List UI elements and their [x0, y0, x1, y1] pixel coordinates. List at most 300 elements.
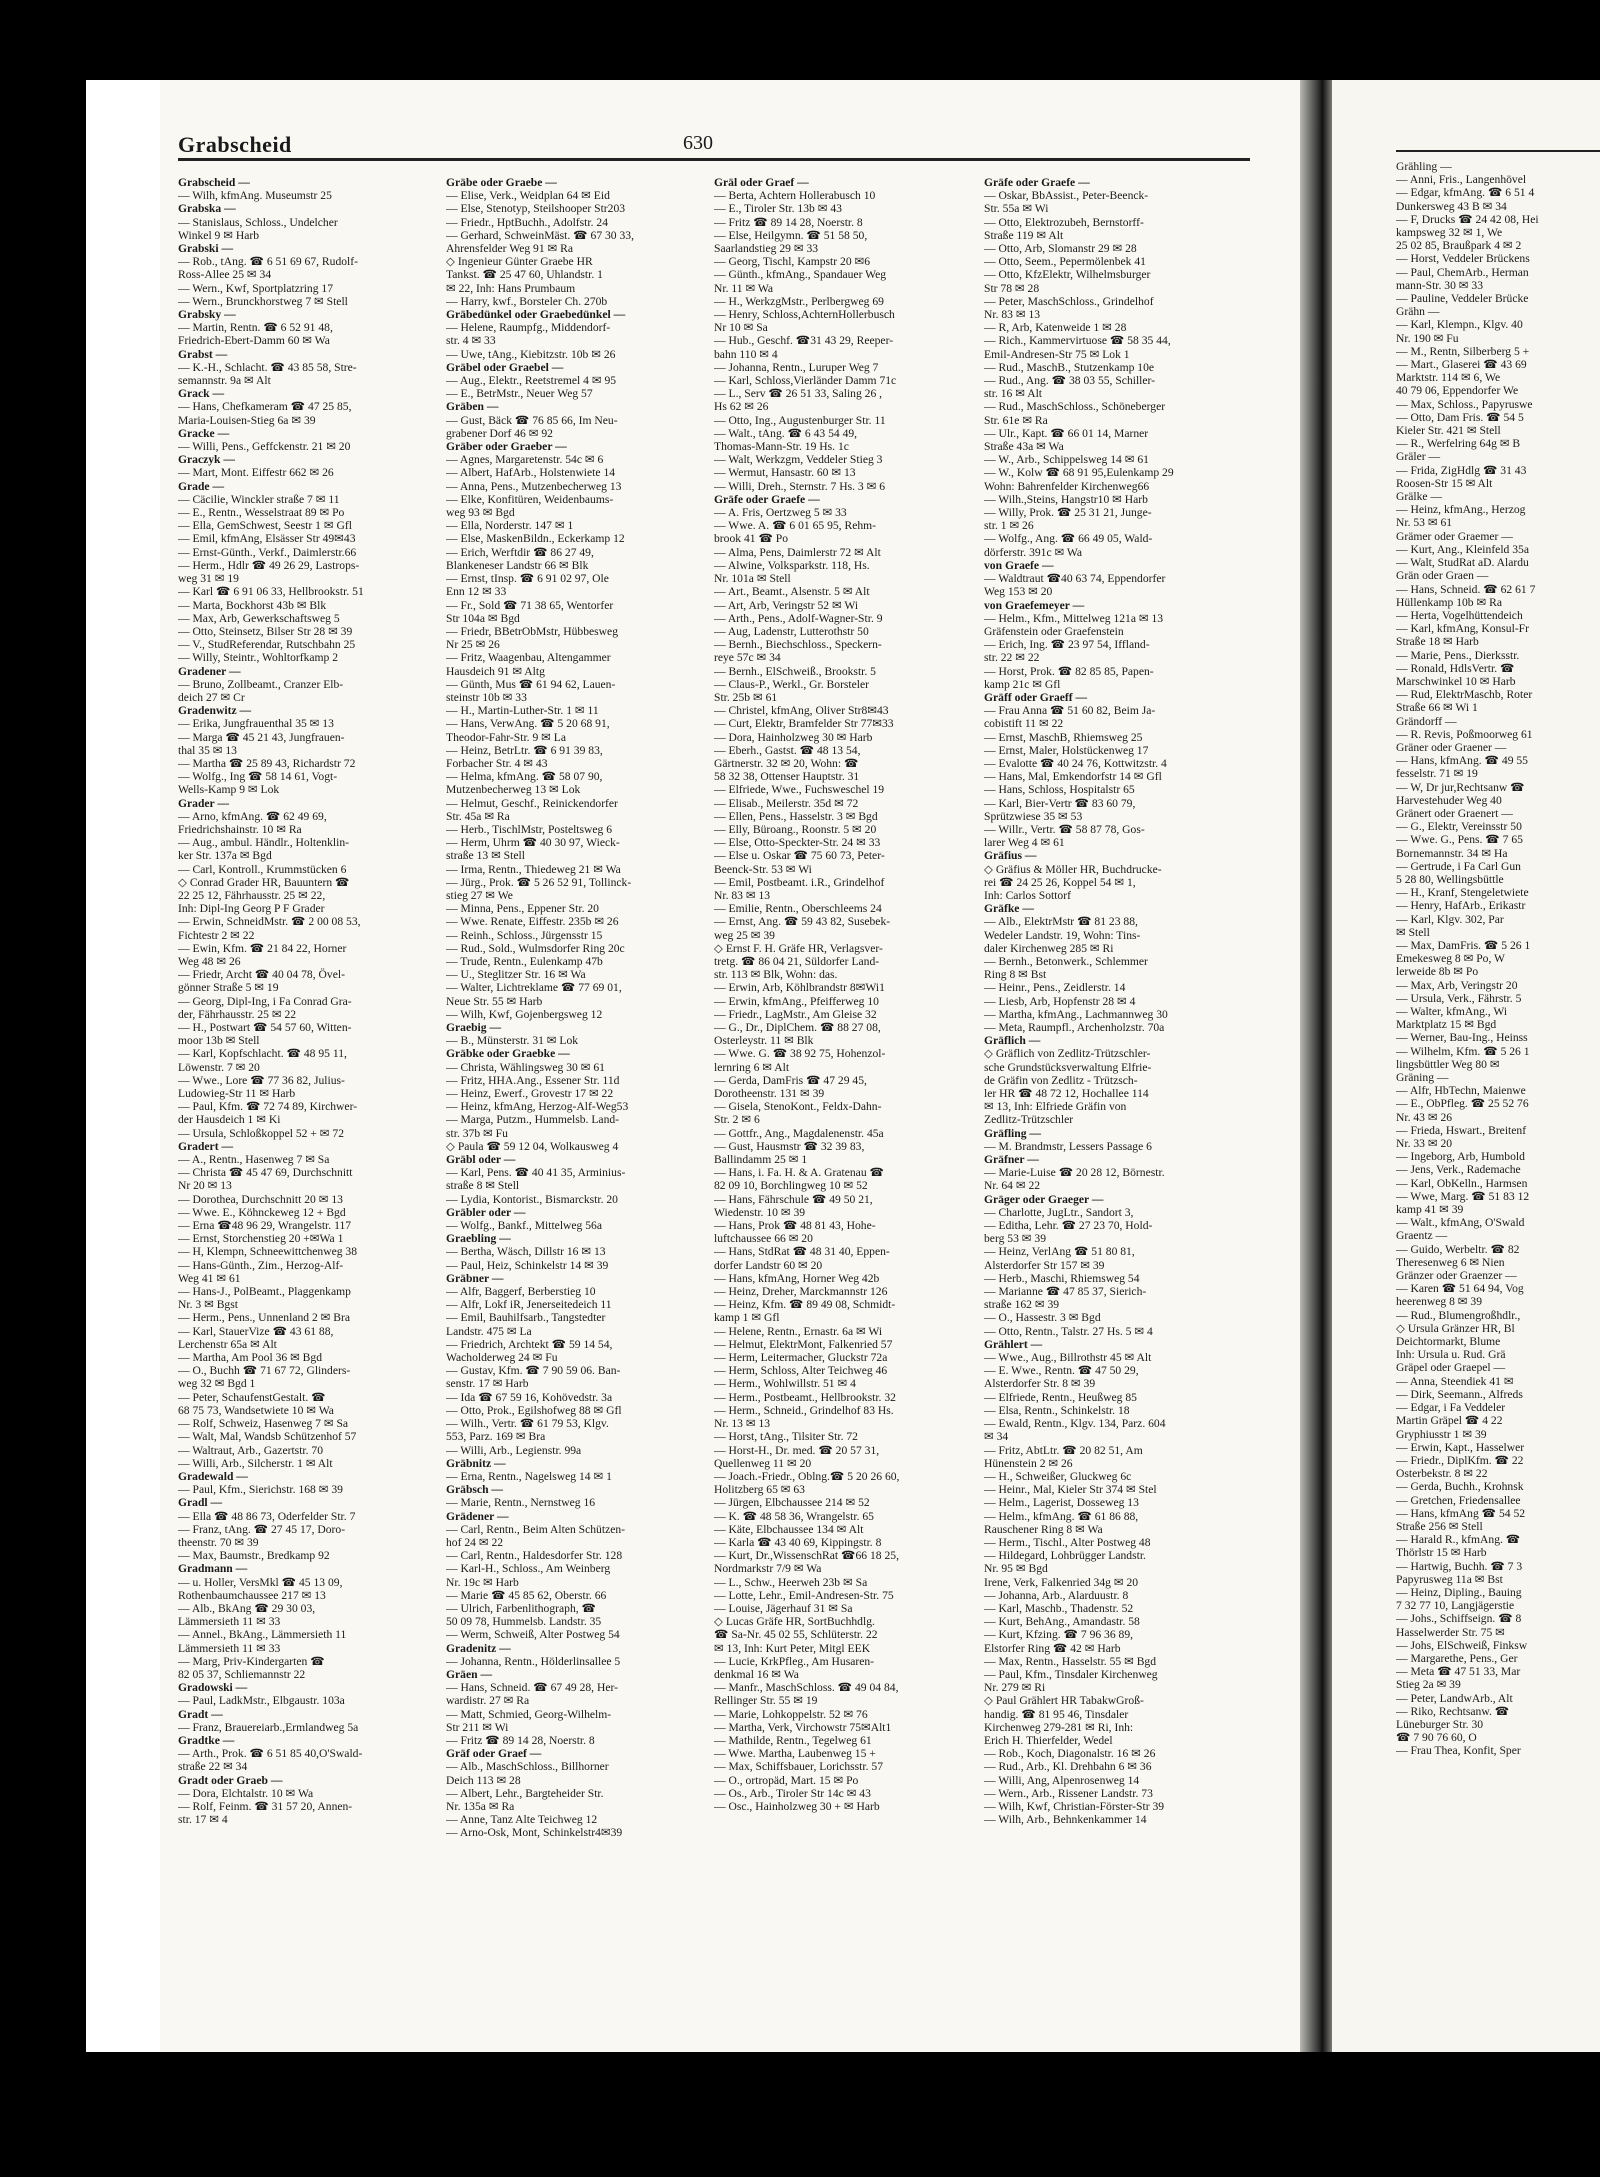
directory-column-4 — [984, 176, 1250, 2036]
directory-entry: — Willy, Steintr., Wohltorfkamp 2 — [178, 651, 339, 665]
directory-entry: — Hans-J., PolBeamt., Plaggenkamp — [178, 1285, 351, 1299]
directory-entry: kamp 21c ✉ Gfl — [984, 677, 1061, 691]
directory-entry: ker Str. 137a ✉ Bgd — [178, 849, 272, 863]
directory-entry: — Wwe. E., Köhnckeweg 12 + Bgd — [178, 1205, 346, 1219]
directory-entry: — Bruno, Zollbeamt., Cranzer Elb- — [178, 677, 344, 691]
directory-entry: — K. ☎ 48 58 36, Wrangelstr. 65 — [714, 1509, 874, 1523]
directory-entry: 22 25 12, Fährhausstr. 25 ✉ 22, — [178, 888, 326, 902]
directory-entry: Marktstr. 114 ✉ 6, We — [1396, 371, 1501, 385]
directory-entry: dorfer Landstr 60 ✉ 20 — [714, 1258, 823, 1272]
directory-entry: — Ernst, MaschB, Rhiemsweg 25 — [984, 730, 1143, 744]
directory-entry: — Helmut, ElektrMont, Falkenried 57 — [714, 1337, 893, 1351]
directory-entry: — E. Wwe., Rentn. ☎ 47 50 29, — [984, 1364, 1139, 1378]
directory-entry: — Heinr., Mal, Kieler Str 374 ✉ Stel — [984, 1483, 1157, 1497]
directory-entry: Gracke — — [178, 426, 230, 440]
directory-entry: — Paul, Kfm. ☎ 72 74 89, Kirchwer- — [178, 1100, 358, 1114]
directory-entry: Straße 66 ✉ Wi 1 — [1396, 701, 1478, 715]
directory-entry: ✉ 22, Inh: Hans Prumbaum — [446, 281, 576, 295]
directory-entry: Maria-Louisen-Stieg 6a ✉ 39 — [178, 413, 316, 427]
directory-entry: Winkel 9 ✉ Harb — [178, 228, 260, 242]
directory-entry: straße 162 ✉ 39 — [984, 1298, 1060, 1312]
directory-entry: — Otto, Steinsetz, Bilser Str 28 ✉ 39 — [178, 624, 353, 638]
directory-entry: — E., Rentn., Wesselstraat 89 ✉ Po — [178, 506, 345, 520]
directory-entry: — Kurt, Dr.,WissenschRat ☎66 18 25, — [714, 1549, 899, 1563]
directory-entry: Gradenitz — — [446, 1641, 511, 1655]
directory-entry: Gräfke — — [984, 902, 1034, 916]
directory-entry: — Gottfr., Ang., Magdalenenstr. 45a — [714, 1126, 884, 1140]
directory-entry: — Fritz, HHA.Ang., Essener Str. 11d — [446, 1073, 620, 1087]
directory-entry: — Pauline, Veddeler Brücke — [1396, 292, 1529, 306]
directory-entry: Forbacher Str. 4 ✉ 43 — [446, 756, 548, 770]
directory-entry: Straße 18 ✉ Harb — [1396, 635, 1479, 649]
directory-entry: — Alb., ElektrMstr ☎ 81 23 88, — [984, 915, 1138, 929]
directory-entry: bahn 110 ✉ 4 — [714, 347, 778, 361]
directory-entry: ◇ Gräfius & Möller HR, Buchdrucke- — [984, 862, 1162, 876]
directory-entry: — Helm., kfmAng. ☎ 61 86 88, — [984, 1509, 1139, 1523]
directory-entry: — Osc., Hainholzweg 30 + ✉ Harb — [714, 1799, 880, 1813]
directory-entry: — Dorothea, Durchschnitt 20 ✉ 13 — [178, 1192, 343, 1206]
directory-entry: Gräfner — — [984, 1153, 1039, 1167]
directory-entry: — Herm., Postbeamt., Hellbrookstr. 32 — [714, 1390, 896, 1404]
directory-entry: Fichtestr 2 ✉ 22 — [178, 928, 255, 942]
directory-entry: Str. 2 ✉ 6 — [714, 1113, 760, 1127]
directory-entry: — Gretchen, Friedensallee — [1396, 1493, 1521, 1507]
directory-entry: — Edgar, i Fa Veddeler — [1396, 1401, 1506, 1415]
directory-entry: — Elise, Verk., Weidplan 64 ✉ Eid — [446, 189, 610, 203]
directory-entry: — Waltraut, Arb., Gazertstr. 70 — [178, 1443, 324, 1457]
directory-entry: Gräbe oder Graebe — — [446, 176, 557, 189]
directory-entry: Stieg 2a ✉ 39 — [1396, 1678, 1461, 1692]
directory-entry: semannstr. 9a ✉ Alt — [178, 374, 271, 388]
directory-entry: Ahrensfelder Weg 91 ✉ Ra — [446, 242, 574, 256]
directory-entry: weg 25 ✉ 39 — [714, 928, 775, 942]
directory-entry: Nr. 190 ✉ Fu — [1396, 331, 1459, 345]
directory-entry: Gryphiusstr 1 ✉ 39 — [1396, 1427, 1487, 1441]
directory-entry: — Peter, SchaufenstGestalt. ☎ — [178, 1390, 326, 1404]
directory-entry: — Peter, MaschSchloss., Grindelhof — [984, 294, 1154, 308]
directory-entry: ◇ Ernst F. H. Gräfe HR, Verlagsver- — [714, 941, 883, 955]
directory-entry: 68 75 73, Wandsetwiete 10 ✉ Wa — [178, 1403, 334, 1417]
directory-entry: Landstr. 475 ✉ La — [446, 1324, 532, 1338]
directory-entry: — Harry, kwf., Borsteler Ch. 270b — [446, 294, 608, 308]
directory-entry: — Elke, Konfitüren, Weidenbaums- — [446, 492, 614, 506]
directory-entry: str. 16 ✉ Alt — [984, 387, 1043, 401]
directory-entry: Nr 25 ✉ 26 — [446, 638, 500, 652]
directory-entry: Gradt oder Graeb — — [178, 1773, 283, 1787]
directory-entry: str. 4 ✉ 33 — [446, 334, 496, 348]
directory-entry: — Herm., Tischl., Alter Postweg 48 — [984, 1535, 1151, 1549]
directory-entry: — Gisela, StenoKont., Feldx-Dahn- — [714, 1100, 882, 1114]
directory-entry: — Riko, Rechtsanw. ☎ — [1396, 1704, 1510, 1718]
directory-entry: larer Weg 4 ✉ 61 — [984, 836, 1065, 850]
directory-entry: — Emilie, Rentn., Oberschleems 24 — [714, 902, 882, 916]
directory-entry: ✉ 13, Inh: Elfriede Gräfin von — [984, 1100, 1127, 1114]
directory-entry: — Liesb, Arb, Hopfenstr 28 ✉ 4 — [984, 994, 1136, 1008]
directory-entry: Gradt — — [178, 1707, 223, 1721]
directory-entry: — Wern., Arb., Rissener Landstr. 73 — [984, 1786, 1153, 1800]
directory-entry: der Hausdeich 1 ✉ Ki — [178, 1113, 281, 1127]
directory-entry: — Karl, ObKelln., Harmsen — [1396, 1176, 1528, 1190]
directory-entry: — Otto, Prok., Egilshofweg 88 ✉ Gfl — [446, 1403, 622, 1417]
directory-entry: Gräbel oder Graebel — — [446, 360, 564, 374]
directory-entry: — Horst, Prok. ☎ 82 85 85, Papen- — [984, 664, 1154, 678]
directory-entry: — Johanna, Rentn., Hölderlinsallee 5 — [446, 1654, 621, 1668]
directory-entry: — Fritz, Waagenbau, Altengammer — [446, 651, 611, 665]
directory-entry: Weg 153 ✉ 20 — [984, 585, 1053, 599]
directory-entry: — Carl, Rentn., Beim Alten Schützen- — [446, 1522, 626, 1536]
directory-entry: ✉ 34 — [984, 1430, 1009, 1444]
directory-entry: — Alfr, HbTechn, Maienwe — [1396, 1084, 1526, 1098]
directory-entry: — Hans, Prok ☎ 48 81 43, Hohe- — [714, 1219, 876, 1233]
directory-entry: — Jens, Verk., Rademache — [1396, 1163, 1521, 1177]
directory-entry: — Friedr, Archt ☎ 40 04 78, Övel- — [178, 968, 345, 982]
directory-entry: — W, Dr jur,Rechtsanw ☎ — [1396, 780, 1525, 794]
directory-entry: — U., Steglitzer Str. 16 ✉ Wa — [446, 968, 586, 982]
page-header — [178, 130, 1250, 160]
directory-entry: — Joach.-Friedr., Oblng.☎ 5 20 26 60, — [714, 1469, 900, 1483]
directory-entry: Friedrich-Ebert-Damm 60 ✉ Wa — [178, 334, 330, 348]
directory-entry: Gräbler oder — — [446, 1205, 526, 1219]
directory-entry: — Wwe., Aug., Billrothstr 45 ✉ Alt — [984, 1351, 1152, 1365]
directory-entry: 40 79 06, Eppendorfer We — [1396, 384, 1519, 398]
directory-entry: moor 13b ✉ Stell — [178, 1034, 260, 1048]
directory-entry: — Waldtraut ☎40 63 74, Eppendorfer — [984, 572, 1166, 586]
directory-entry: mann-Str. 30 ✉ 33 — [1396, 278, 1484, 292]
directory-entry: — H, Klempn, Schneewittchenweg 38 — [178, 1245, 358, 1259]
right-page-column — [1396, 160, 1600, 2040]
directory-entry: ◇ Gräflich von Zedlitz-Trützschler- — [984, 1047, 1151, 1061]
directory-entry: straße 8 ✉ Stell — [446, 1179, 520, 1193]
directory-entry: Wacholderweg 24 ✉ Fu — [446, 1351, 558, 1365]
directory-entry: — Elly, Büroang., Roonstr. 5 ✉ 20 — [714, 822, 877, 836]
directory-entry: — Wermut, Hansastr. 60 ✉ 13 — [714, 466, 856, 480]
directory-entry: — Bernh., ElSchweiß., Brookstr. 5 — [714, 664, 876, 678]
directory-entry: — L., Serv ☎ 26 51 33, Saling 26 , — [714, 387, 883, 401]
directory-entry: — Paul, Heiz, Schinkelstr 14 ✉ 39 — [446, 1258, 609, 1272]
directory-entry: Wells-Kamp 9 ✉ Lok — [178, 783, 280, 797]
directory-entry: — Bertha, Wäsch, Dillstr 16 ✉ 13 — [446, 1245, 606, 1259]
directory-entry: Kieler Str. 421 ✉ Stell — [1396, 424, 1501, 438]
directory-entry: — Alb., MaschSchloss., Billhorner — [446, 1760, 609, 1774]
directory-entry: — Guido, Werbeltr. ☎ 82 — [1396, 1242, 1520, 1256]
directory-entry: Gräbl oder — — [446, 1153, 516, 1167]
directory-entry: — Kurt, Kfzing. ☎ 7 96 36 89, — [984, 1628, 1134, 1642]
directory-entry: — Günth., kfmAng., Spandauer Weg — [714, 268, 887, 282]
right-page-header-rule — [1396, 150, 1600, 152]
directory-entry: — Heinz, VerlAng ☎ 51 80 81, — [984, 1245, 1135, 1259]
directory-entry: Gränzer oder Graenzer — — [1396, 1269, 1517, 1283]
directory-entry: ◇ Paula ☎ 59 12 04, Wolkausweg 4 — [446, 1139, 619, 1153]
directory-entry: — Johs., Schiffseign. ☎ 8 — [1396, 1612, 1522, 1626]
directory-entry: — Harald R., kfmAng. ☎ — [1396, 1533, 1521, 1547]
directory-entry: Rauschener Ring 8 ✉ Wa — [984, 1522, 1103, 1536]
directory-entry: — Kurt, Ang., Kleinfeld 35a — [1396, 542, 1529, 556]
directory-entry: ◇ Lucas Gräfe HR, SortBuchhdlg. — [714, 1615, 875, 1629]
directory-entry: Gräpel oder Graepel — — [1396, 1361, 1506, 1375]
scan-border-top — [0, 0, 1600, 80]
directory-entry: — Karl, Schloss,Vierländer Damm 71c — [714, 374, 897, 388]
directory-entry: — Alb., BkAng ☎ 29 30 03, — [178, 1601, 316, 1615]
directory-entry: Str. 55a ✉ Wi — [984, 202, 1049, 216]
directory-entry: — H., Postwart ☎ 54 57 60, Witten- — [178, 1021, 352, 1034]
directory-entry: — Erwin, kfmAng., Pfeifferweg 10 — [714, 994, 879, 1008]
directory-entry: — Meta ☎ 47 51 33, Mar — [1396, 1665, 1521, 1679]
directory-entry: steinstr 10b ✉ 33 — [446, 690, 527, 704]
directory-entry: — Heinz, kfmAng, Herzog-Alf-Weg53 — [446, 1100, 629, 1114]
directory-entry: Hasselwerder Str. 75 ✉ — [1396, 1625, 1505, 1639]
directory-entry: — u. Holler, VersMkl ☎ 45 13 09, — [178, 1575, 343, 1589]
directory-entry: — Karen ☎ 51 64 94, Vog — [1396, 1282, 1524, 1296]
directory-entry: — Claus-P., Werkl., Gr. Borsteler — [714, 677, 870, 691]
directory-entry: ler HR ☎ 48 72 12, Hochallee 114 — [984, 1087, 1149, 1101]
directory-entry: — W., Arb., Schippelsweg 14 ✉ 61 — [984, 453, 1149, 467]
directory-entry: — Frau Anna ☎ 51 60 82, Beim Ja- — [984, 704, 1156, 718]
directory-entry: denkmal 16 ✉ Wa — [714, 1667, 799, 1681]
directory-entry: — Hans, Schneid. ☎ 62 61 7 — [1396, 582, 1536, 596]
directory-entry: — Max, Baumstr., Bredkamp 92 — [178, 1549, 330, 1563]
directory-entry: — Herm., Pens., Unnenland 2 ✉ Bra — [178, 1311, 350, 1325]
directory-entry: Gradert — — [178, 1139, 234, 1153]
directory-entry: Gräler — — [1396, 450, 1441, 464]
page-number: 630 — [683, 132, 713, 154]
directory-entry: — R. Revis, Poßmoorweg 61 — [1396, 727, 1533, 741]
directory-entry: de Gräfin von Zedlitz - Trützsch- — [984, 1073, 1138, 1087]
directory-entry: Gräfling — — [984, 1126, 1042, 1140]
directory-entry: Hs 62 ✉ 26 — [714, 400, 769, 414]
directory-entry: — Elfriede, Rentn., Heußweg 85 — [984, 1390, 1137, 1404]
directory-entry: — G., Dr., DiplChem. ☎ 88 27 08, — [714, 1021, 881, 1034]
directory-entry: Enn 12 ✉ 33 — [446, 585, 507, 599]
directory-entry: 7 32 77 10, Langjägerstie — [1396, 1599, 1515, 1613]
directory-entry: der, Fährhausstr. 25 ✉ 22 — [178, 1007, 297, 1021]
directory-entry: — Walter, kfmAng., Wi — [1396, 1005, 1508, 1018]
directory-entry: — Wwe. A. ☎ 6 01 65 95, Rehm- — [714, 519, 877, 533]
directory-entry: — Ida ☎ 67 59 16, Kohövedstr. 3a — [446, 1390, 613, 1404]
directory-entry: Gradewald — — [178, 1469, 248, 1483]
directory-entry: — Wilh., Vertr. ☎ 61 79 53, Klgv. — [446, 1417, 609, 1431]
directory-entry: — Helmut, Geschf., Reinickendorfer — [446, 796, 618, 810]
directory-entry: — Rud., Sold., Wulmsdorfer Ring 20c — [446, 941, 625, 955]
directory-entry: — Helene, Raumpfg., Middendorf- — [446, 321, 611, 335]
directory-entry: kamp 1 ✉ Gfl — [714, 1311, 780, 1325]
directory-entry: — Herb., TischlMstr, Posteltsweg 6 — [446, 822, 613, 836]
directory-entry: Thörlstr 15 ✉ Harb — [1396, 1546, 1487, 1560]
directory-entry: Graebig — — [446, 1021, 502, 1034]
directory-entry: — E., BetrMstr., Neuer Weg 57 — [446, 387, 593, 401]
directory-entry: — Helm., Lagerist, Dosseweg 13 — [984, 1496, 1139, 1510]
directory-entry: senstr. 17 ✉ Harb — [446, 1377, 529, 1391]
directory-entry: — Jürg., Prok. ☎ 5 26 52 91, Tollinck- — [446, 875, 632, 889]
directory-entry: Gräen — — [446, 1667, 493, 1681]
directory-entry: — Emil, Postbeamt. i.R., Grindelhof — [714, 875, 885, 889]
directory-entry: Inh: Dipl-Ing Georg P F Grader — [178, 902, 325, 916]
directory-entry: Grabska — — [178, 202, 236, 216]
directory-entry: Rothenbaumchaussee 217 ✉ 13 — [178, 1588, 326, 1602]
directory-entry: — Marga, Putzm., Hummelsb. Land- — [446, 1113, 620, 1127]
directory-entry: kamp 41 ✉ 39 — [1396, 1203, 1464, 1217]
directory-entry: — Else, Heilgymn. ☎ 51 58 50, — [714, 228, 868, 242]
directory-entry: — Hans, StdRat ☎ 48 31 40, Eppen- — [714, 1245, 890, 1259]
running-head: Grabscheid — [178, 132, 292, 157]
directory-entry: — Alfr, Baggerf, Berberstieg 10 — [446, 1285, 596, 1299]
directory-entry: — Rud., Arb., Kl. Drehbahn 6 ✉ 36 — [984, 1760, 1152, 1774]
directory-entry: — Herm., Schneid., Grindelhof 83 Hs. — [714, 1403, 894, 1417]
directory-entry: — Rolf, Feinm. ☎ 31 57 20, Annen- — [178, 1799, 353, 1813]
directory-entry: str. 1 ✉ 26 — [984, 519, 1034, 533]
directory-entry: — V., StudReferendar, Rutschbahn 25 — [178, 638, 356, 652]
directory-entry: — Wwe. Martha, Laubenweg 15 + — [714, 1747, 876, 1761]
directory-entry: Lämmersieth 11 ✉ 33 — [178, 1615, 281, 1629]
directory-entry: — Karl, Pens. ☎ 40 41 35, Arminius- — [446, 1166, 626, 1180]
directory-entry: — Willi, Dreh., Sternstr. 7 Hs. 3 ✉ 6 — [714, 479, 886, 493]
directory-entry: — Emil, kfmAng, Elsässer Str 49✉43 — [178, 532, 356, 546]
directory-entry: str. 22 ✉ 22 — [984, 651, 1040, 665]
directory-entry: — Berta, Achtern Hollerabusch 10 — [714, 189, 876, 203]
directory-entry: Gräbke oder Graebke — — [446, 1047, 570, 1061]
directory-entry: ◇ Paul Grählert HR TabakwGroß- — [984, 1694, 1144, 1708]
directory-entry: — Herm., Hdlr ☎ 49 26 29, Lastrops- — [178, 558, 360, 572]
directory-entry: tretg. ☎ 86 04 21, Süldorfer Land- — [714, 954, 880, 968]
directory-entry: — Trude, Rentn., Eulenkamp 47b — [446, 954, 603, 968]
directory-entry: — H., Kranf, Stengeletwiete — [1396, 886, 1529, 900]
directory-entry: Emil-Andresen-Str 75 ✉ Lok 1 — [984, 347, 1130, 361]
directory-entry: — Hans, VerwAng. ☎ 5 20 68 91, — [446, 717, 610, 731]
directory-entry: — Werm, Schweiß, Alter Postweg 54 — [446, 1628, 620, 1642]
directory-entry: — Marie ☎ 45 85 62, Oberstr. 66 — [446, 1588, 607, 1602]
directory-entry: — Georg, Dipl-Ing, i Fa Conrad Gra- — [178, 994, 352, 1008]
directory-entry: 82 09 10, Borchlingweg 10 ✉ 52 — [714, 1179, 868, 1193]
directory-entry: Nr. 19c ✉ Harb — [446, 1575, 519, 1589]
directory-entry: Gräfius — — [984, 849, 1037, 863]
directory-entry: — Gustav, Kfm. ☎ 7 90 59 06. Ban- — [446, 1364, 621, 1378]
directory-entry: Gradl — — [178, 1496, 223, 1510]
directory-entry: — Christa ☎ 45 47 69, Durchschnitt — [178, 1166, 353, 1180]
directory-entry: — B., Münsterstr. 31 ✉ Lok — [446, 1034, 579, 1048]
directory-entry: — Friedrich, Archtekt ☎ 59 14 54, — [446, 1337, 613, 1351]
directory-entry: Gräber oder Graeber — — [446, 440, 567, 454]
directory-entry: — Johanna, Rentn., Luruper Weg 7 — [714, 360, 879, 374]
directory-entry: Gärtnerstr. 32 ✉ 20, Wohn: ☎ — [714, 756, 859, 770]
directory-entry: — Friedr, BBetrObMstr, Hübbesweg — [446, 624, 618, 638]
directory-entry: Grädener — — [446, 1509, 509, 1523]
directory-entry: — Erika, Jungfrauenthal 35 ✉ 13 — [178, 717, 334, 731]
directory-entry: — Friedr., LagMstr., Am Gleise 32 — [714, 1007, 877, 1021]
directory-entry: — Karl, Klempn., Klgv. 40 — [1396, 318, 1523, 332]
directory-entry: — Otto, Seem., Pepermölenbek 41 — [984, 255, 1146, 269]
directory-entry: Gradowski — — [178, 1681, 248, 1695]
directory-entry: — Ernst, tInsp. ☎ 6 91 02 97, Ole — [446, 572, 609, 586]
directory-entry: Gradenwitz — — [178, 704, 252, 718]
directory-entry: 25 02 85, Braußpark 4 ✉ 2 — [1396, 239, 1522, 253]
directory-entry: — Anna, Steendiek 41 ✉ — [1396, 1374, 1514, 1388]
directory-entry: Rellinger Str. 55 ✉ 19 — [714, 1694, 818, 1708]
directory-entry: sche Grundstücksverwaltung Elfrie- — [984, 1060, 1152, 1074]
directory-entry: — Erna ☎48 96 29, Wrangelstr. 117 — [178, 1219, 352, 1233]
directory-entry: — Margarethe, Pens., Ger — [1396, 1651, 1518, 1665]
directory-entry: — Hartwig, Buchh. ☎ 7 3 — [1396, 1559, 1523, 1573]
directory-entry: grabener Dorf 46 ✉ 92 — [446, 426, 553, 440]
directory-entry: kampsweg 32 ✉ 1, We — [1396, 226, 1503, 240]
directory-entry: — Hildegard, Lohbrügger Landstr. — [984, 1549, 1146, 1563]
directory-entry: — Irma, Rentn., Thiedeweg 21 ✉ Wa — [446, 862, 621, 876]
directory-entry: Gräbnitz — — [446, 1456, 506, 1470]
directory-entry: — Walt, Mal, Wandsb Schützenhof 57 — [178, 1430, 357, 1444]
directory-entry: — Karl, Bier-Vertr ☎ 83 60 79, — [984, 796, 1136, 810]
directory-entry: — Henry, HafArb., Erikastr — [1396, 899, 1526, 913]
directory-entry: 82 05 37, Schliemannstr 22 — [178, 1667, 306, 1681]
directory-entry: handig. ☎ 81 95 46, Tinsdaler — [984, 1707, 1129, 1721]
directory-entry: Ludowieg-Str 11 ✉ Harb — [178, 1087, 296, 1101]
directory-entry: Zedlitz-Trützschler — [984, 1113, 1074, 1127]
directory-entry: — Fritz ☎ 89 14 28, Noerstr. 8 — [714, 215, 863, 229]
directory-entry: Mutzenbecherweg 13 ✉ Lok — [446, 783, 581, 797]
directory-entry: — Walt, Werkzgm, Veddeler Stieg 3 — [714, 453, 883, 467]
directory-entry: — Horst, tAng., Tilsiter Str. 72 — [714, 1430, 858, 1444]
directory-entry: Erich H. Thierfelder, Wedel — [984, 1733, 1113, 1747]
directory-entry: von Graefemeyer — — [984, 598, 1085, 612]
directory-entry: Ross-Allee 25 ✉ 34 — [178, 268, 272, 282]
directory-entry: Gräfe oder Graefe — — [984, 176, 1090, 189]
directory-entry: — Walter, Lichtreklame ☎ 77 69 01, — [446, 981, 622, 995]
directory-entry: — Marga ☎ 45 21 43, Jungfrauen- — [178, 730, 345, 744]
directory-entry: — Hub., Geschf. ☎31 43 29, Reeper- — [714, 334, 894, 348]
directory-entry: Grähling — — [1396, 160, 1452, 173]
directory-entry: Nr 10 ✉ Sa — [714, 321, 768, 335]
directory-entry: Str 104a ✉ Bgd — [446, 611, 520, 625]
directory-entry: Grändorff — — [1396, 714, 1457, 728]
directory-entry: — Ulr., Kapt. ☎ 66 01 14, Marner — [984, 426, 1149, 440]
directory-entry: — Martha, Verk, Virchowstr 75✉Alt1 — [714, 1720, 892, 1734]
directory-entry: — Manfr., MaschSchloss. ☎ 49 04 84, — [714, 1681, 899, 1695]
directory-entry: Osterleystr. 11 ✉ Blk — [714, 1034, 814, 1048]
directory-entry: — Agnes, Margaretenstr. 54c ✉ 6 — [446, 453, 604, 467]
directory-entry: — Ulrich, Farbenlithograph, ☎ — [446, 1601, 596, 1615]
directory-entry: — Gerhard, SchweinMäst. ☎ 67 30 33, — [446, 228, 634, 242]
directory-entry: — Herm, Schloss, Alter Teichweg 46 — [714, 1364, 888, 1378]
directory-entry: — Dora, Hainholzweg 30 ✉ Harb — [714, 730, 873, 744]
directory-entry: — Marianne ☎ 47 85 37, Sierich- — [984, 1285, 1147, 1299]
directory-entry: Marktplatz 15 ✉ Bgd — [1396, 1018, 1497, 1032]
directory-entry: — G., Elektr, Vereinsstr 50 — [1396, 820, 1522, 834]
directory-entry: — Heinz, Dipling., Bauing — [1396, 1585, 1522, 1599]
directory-entry: Hausdeich 91 ✉ Altg — [446, 664, 545, 678]
directory-entry: — Martha, kfmAng., Lachmannweg 30 — [984, 1007, 1168, 1021]
directory-entry: Saarlandstieg 29 ✉ 33 — [714, 242, 819, 256]
directory-entry: — Cäcilie, Winckler straße 7 ✉ 11 — [178, 492, 340, 506]
directory-entry: — Horst, Veddeler Brückens — [1396, 252, 1530, 266]
directory-entry: — Fritz, AbtLtr. ☎ 20 82 51, Am — [984, 1443, 1143, 1457]
directory-entry: — Werner, Bau-Ing., Heinss — [1396, 1031, 1528, 1045]
directory-entry: daler Kirchenweg 285 ✉ Ri — [984, 941, 1114, 955]
directory-entry: Gradtke — — [178, 1733, 235, 1747]
directory-entry: — Otto, Rentn., Talstr. 27 Hs. 5 ✉ 4 — [984, 1324, 1153, 1338]
directory-entry: — F, Drucks ☎ 24 42 08, Hei — [1396, 212, 1539, 226]
directory-entry: — Anna, Pens., Mutzenbecherweg 13 — [446, 479, 622, 493]
directory-entry: — Arth., Prok. ☎ 6 51 85 40,O'Swald- — [178, 1747, 363, 1761]
directory-entry: — O., Hassestr. 3 ✉ Bgd — [984, 1311, 1101, 1325]
directory-entry: — Hans-Günth., Zim., Herzog-Alf- — [178, 1258, 344, 1272]
directory-entry: Graczyk — — [178, 453, 235, 467]
directory-entry: Grämer oder Graemer — — [1396, 529, 1513, 543]
directory-entry: ◇ Ursula Gränzer HR, Bl — [1396, 1321, 1515, 1335]
directory-entry: — H., WerkzgMstr., Perlbergweg 69 — [714, 294, 884, 308]
directory-entry: Lüneburger Str. 30 — [1396, 1717, 1484, 1731]
directory-entry: — Rob., Koch, Diagonalstr. 16 ✉ 26 — [984, 1747, 1156, 1761]
directory-entry: weg 31 ✉ 19 — [178, 572, 239, 586]
directory-entry: — Wolfg., Ing ☎ 58 14 61, Vogt- — [178, 770, 338, 784]
directory-entry: — Louise, Jägerhauf 31 ✉ Sa — [714, 1601, 853, 1615]
directory-entry: cobistift 11 ✉ 22 — [984, 717, 1064, 731]
